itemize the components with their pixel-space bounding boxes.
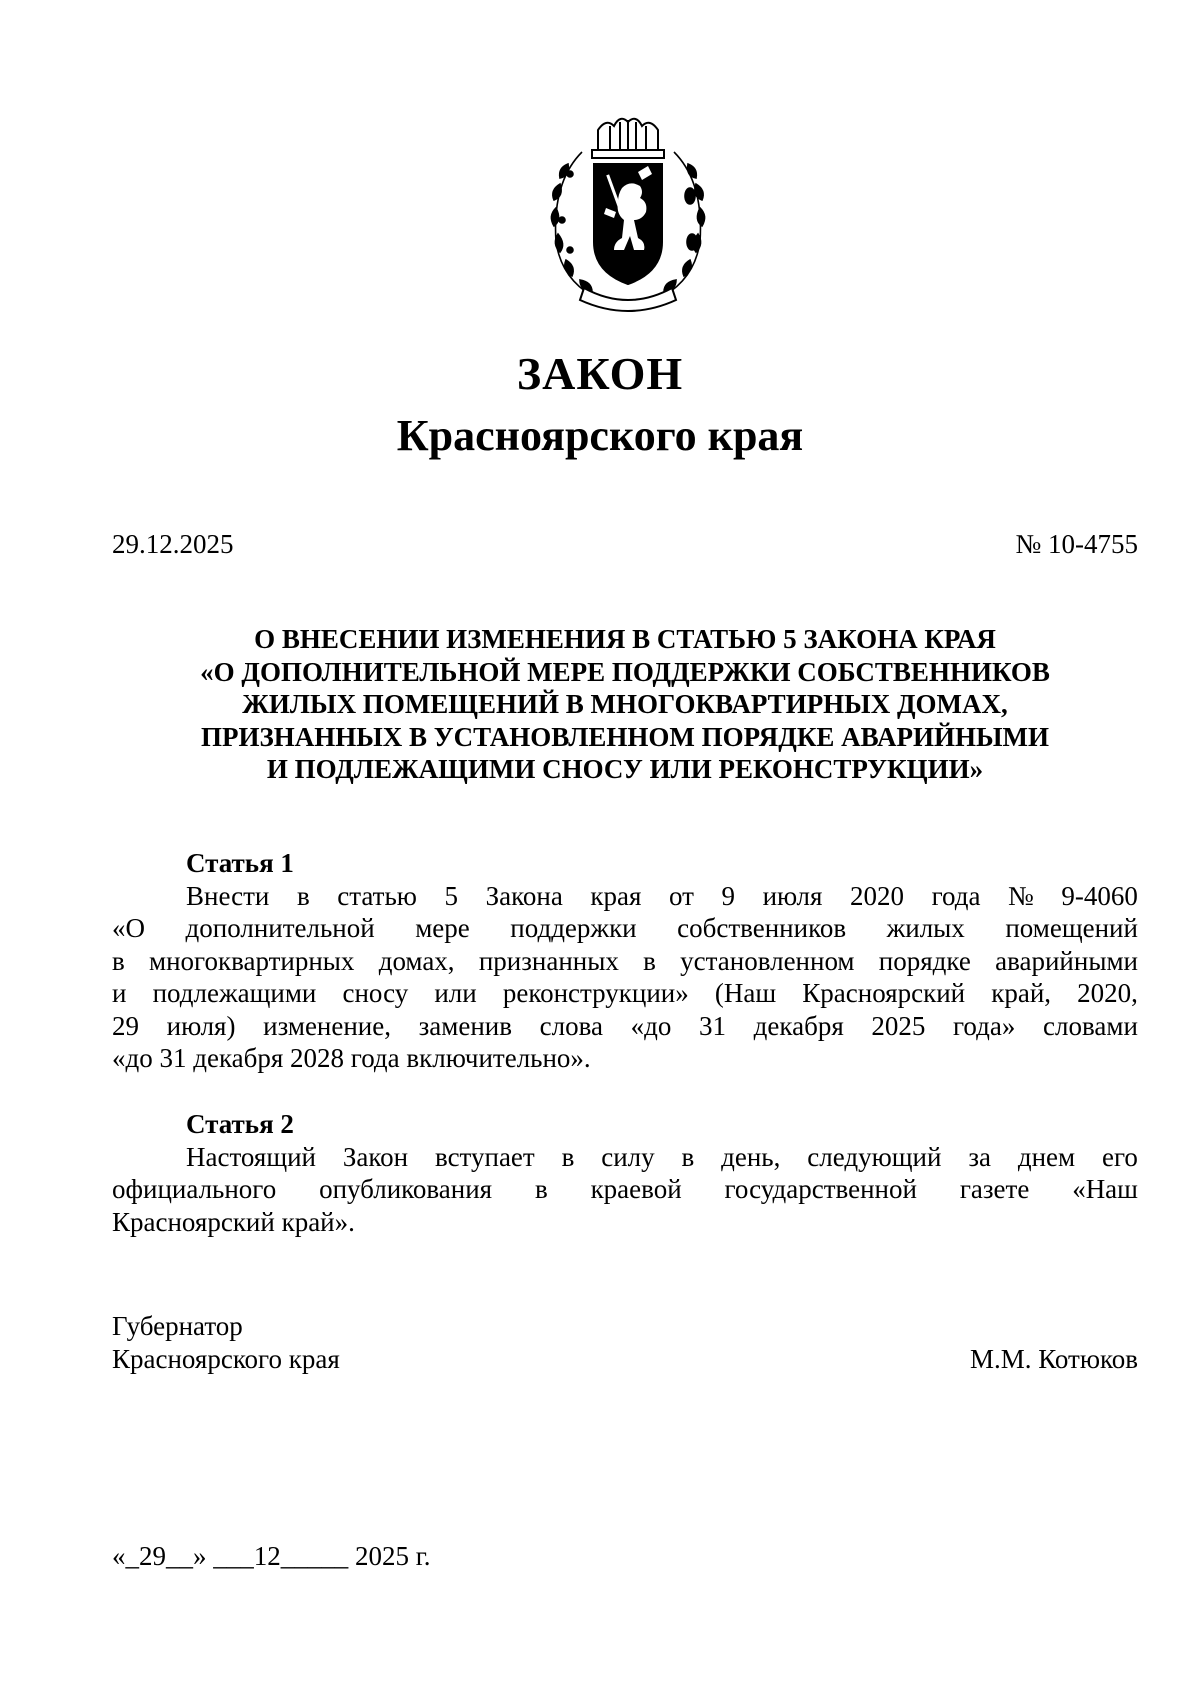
coat-of-arms-icon — [540, 112, 716, 320]
word: в — [112, 945, 125, 976]
word: 2025 — [871, 1010, 926, 1041]
signature-position-line: Губернатор — [112, 1311, 243, 1341]
word: сносу — [342, 978, 409, 1008]
article-2-line: Красноярский край». — [112, 1206, 355, 1237]
word: многоквартирных — [149, 945, 355, 976]
word: помещений — [1005, 913, 1138, 943]
signature-name: М.М. Котюков — [969, 1344, 1138, 1374]
word: края — [590, 880, 642, 911]
word: вступает — [434, 1141, 535, 1172]
word: в — [643, 945, 656, 976]
article-1-line — [112, 1010, 1138, 1043]
word: поддержки — [510, 913, 637, 943]
word: днем — [1017, 1141, 1076, 1172]
document-number: № 10-4755 — [1015, 529, 1138, 559]
document-title: ЗАКОН — [516, 348, 684, 399]
article-2-title: Статья 2 — [186, 1109, 294, 1139]
word: года — [931, 880, 981, 911]
heading-line: О ВНЕСЕНИИ ИЗМЕНЕНИЯ В СТАТЬЮ 5 ЗАКОНА КРАЯ — [254, 624, 996, 654]
word: «О — [112, 913, 145, 943]
word: 5 — [444, 880, 459, 911]
word: июля — [762, 880, 823, 911]
word: подлежащими — [152, 978, 317, 1008]
signature-position — [112, 1310, 340, 1376]
document-date: 29.12.2025 — [112, 529, 234, 559]
word: 31 — [699, 1010, 727, 1041]
word: его — [1101, 1141, 1138, 1172]
word: «Наш — [1072, 1174, 1138, 1204]
word: и — [112, 978, 127, 1008]
word: от — [669, 880, 694, 911]
word: «до — [630, 1010, 672, 1041]
word: словами — [1043, 1010, 1138, 1041]
word: край, — [991, 978, 1052, 1008]
word: день, — [721, 1141, 781, 1172]
word: в — [681, 1141, 695, 1172]
signing-date: «_29__» ___12_____ 2025 г. — [112, 1541, 431, 1571]
word: дополнительной — [185, 913, 375, 943]
word: в — [561, 1141, 575, 1172]
word: Красноярский — [802, 978, 966, 1008]
word: декабря — [753, 1010, 844, 1041]
word: в — [534, 1174, 548, 1204]
word: июля) — [166, 1010, 236, 1041]
word: статью — [337, 880, 417, 911]
word: слова — [539, 1010, 603, 1041]
word: аварийными — [995, 945, 1138, 976]
word: порядке — [878, 945, 971, 976]
word: собственников — [677, 913, 847, 943]
article-2-line — [112, 1173, 1138, 1206]
word: официального — [112, 1174, 277, 1204]
document-subtitle: Красноярского края — [396, 411, 804, 460]
article-2 — [112, 1108, 1138, 1238]
word: изменение, — [263, 1010, 391, 1041]
law-heading — [112, 623, 1138, 786]
word: Закон — [342, 1141, 409, 1172]
article-1 — [112, 847, 1138, 1075]
word: года» — [953, 1010, 1016, 1041]
word: (Наш — [714, 978, 777, 1008]
word: газете — [959, 1174, 1030, 1204]
article-1-line — [112, 945, 1138, 978]
word: или — [434, 978, 477, 1008]
word: 29 — [112, 1010, 139, 1041]
word: Закона — [485, 880, 563, 911]
word: Внести — [186, 880, 270, 911]
word: реконструкции» — [502, 978, 689, 1008]
word: за — [968, 1141, 991, 1172]
article-1-line — [112, 977, 1138, 1010]
word: 2020, — [1077, 978, 1138, 1008]
word: 2020 — [850, 880, 905, 911]
heading-line: «О ДОПОЛНИТЕЛЬНОЙ МЕРЕ ПОДДЕРЖКИ СОБСТВЕННИКОВ — [200, 656, 1050, 687]
article-1-line: «до 31 декабря 2028 года включительно». — [112, 1043, 591, 1073]
word: следующий — [807, 1141, 942, 1172]
word: жилых — [886, 913, 965, 943]
signature-position-line: Красноярского края — [112, 1344, 340, 1374]
word: домах, — [378, 945, 455, 976]
word: установленном — [680, 945, 855, 976]
word: государственной — [724, 1174, 917, 1204]
word: заменив — [418, 1010, 513, 1041]
heading-line: ЖИЛЫХ ПОМЕЩЕНИЙ В МНОГОКВАРТИРНЫХ ДОМАХ, — [242, 689, 1008, 719]
word: признанных — [478, 945, 619, 976]
word: краевой — [590, 1174, 682, 1204]
word: силу — [601, 1141, 655, 1172]
word: Настоящий — [186, 1141, 317, 1172]
word: № — [1008, 880, 1034, 911]
article-1-line — [112, 912, 1138, 945]
article-1-title: Статья 1 — [186, 848, 294, 878]
article-1-line — [112, 880, 1138, 913]
article-2-line — [112, 1141, 1138, 1174]
heading-line: И ПОДЛЕЖАЩИМИ СНОСУ ИЛИ РЕКОНСТРУКЦИИ» — [266, 754, 984, 784]
heading-line: ПРИЗНАННЫХ В УСТАНОВЛЕННОМ ПОРЯДКЕ АВАРИЙНЫМИ — [201, 721, 1049, 752]
word: 9-4060 — [1061, 880, 1138, 911]
word: опубликования — [319, 1174, 493, 1204]
word: в — [296, 880, 310, 911]
word: 9 — [721, 880, 736, 911]
word: мере — [415, 913, 470, 943]
